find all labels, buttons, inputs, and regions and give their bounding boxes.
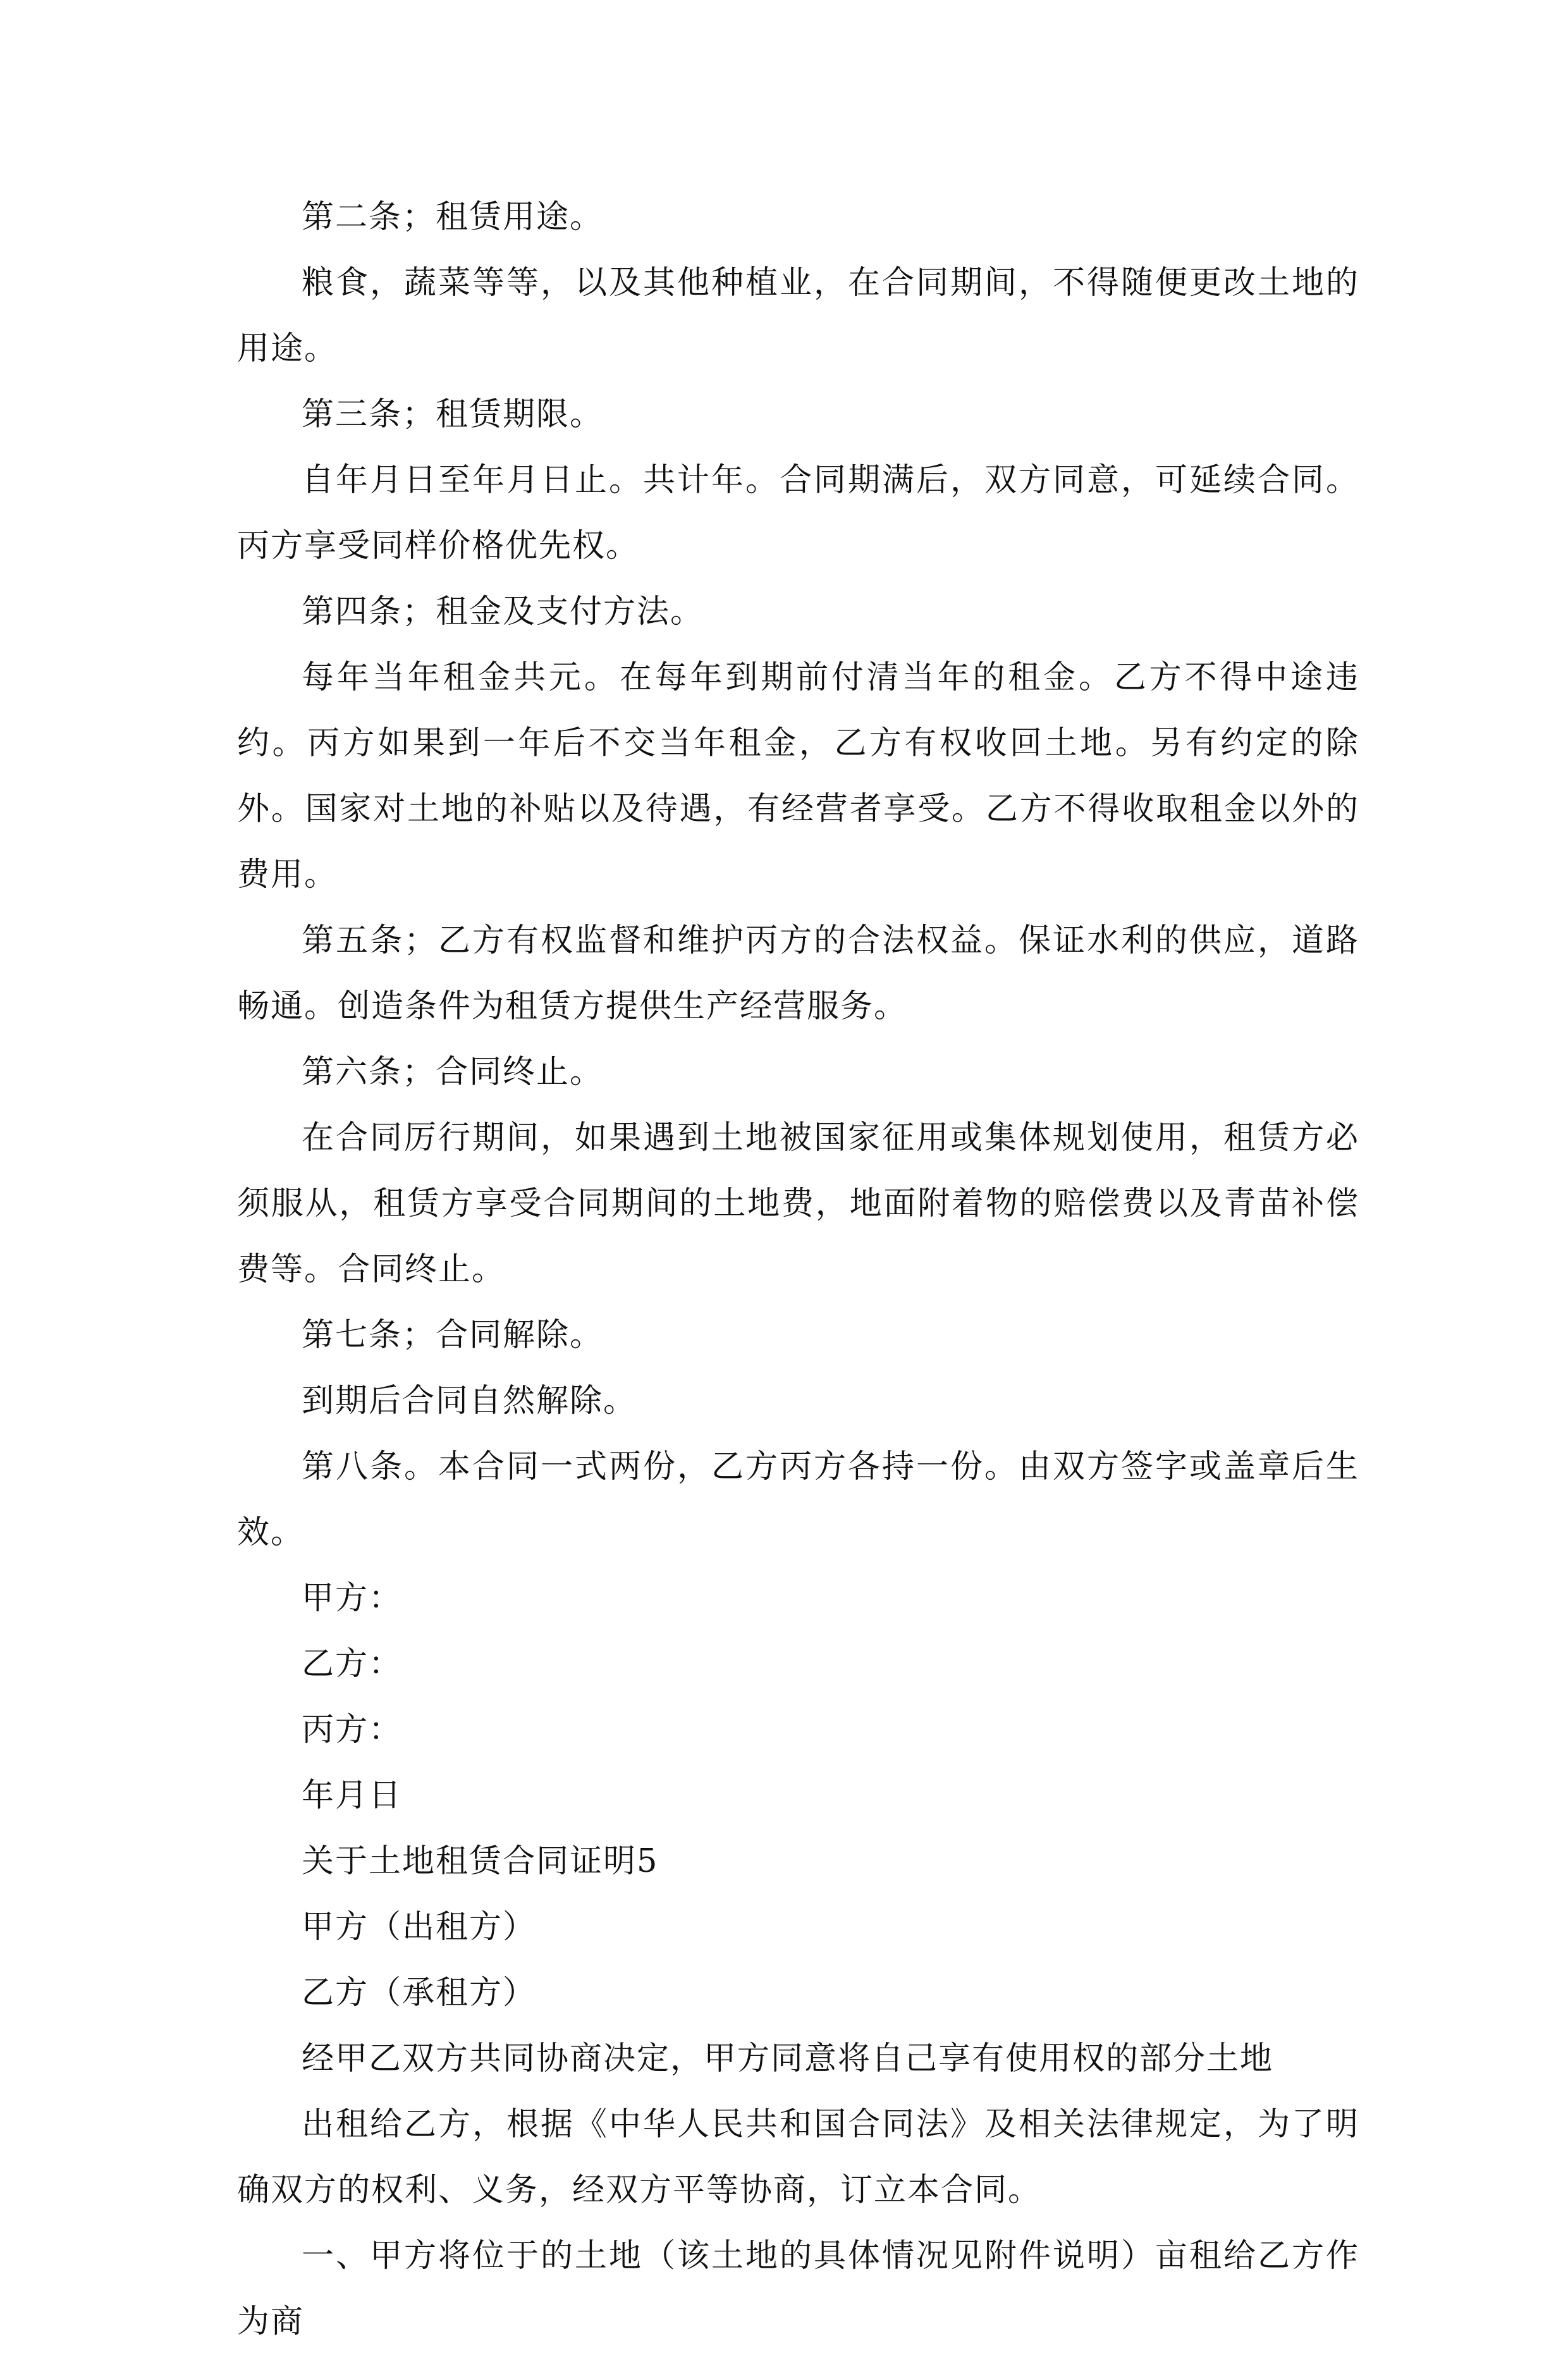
clause-6-text: 在合同厉行期间，如果遇到土地被国家征用或集体规划使用，租赁方必须服从，租赁方享受合同期间的土地费，地面附着物的赔偿费以及青苗补偿费等。合同终止。 bbox=[237, 1119, 1359, 1288]
clause-4-text: 每年当年租金共元。在每年到期前付清当年的租金。乙方不得中途违约。丙方如果到一年后不交当年租金，乙方有权收回土地。另有约定的除外。国家对土地的补贴以及待遇，有经营者享受。乙方不得收取租金以外的费用。 bbox=[237, 659, 1359, 894]
lessor-line: 甲方（出租方） bbox=[302, 1909, 537, 1946]
clause-6-heading: 第六条；合同终止。 bbox=[302, 1054, 604, 1091]
clause-7-text: 到期后合同自然解除。 bbox=[302, 1382, 637, 1420]
article-1-text: 一、甲方将位于的土地（该土地的具体情况见附件说明）亩租给乙方作为商 bbox=[237, 2237, 1359, 2340]
party-b-signature: 乙方： bbox=[302, 1645, 403, 1683]
document-body bbox=[237, 185, 1359, 2355]
clause-2-heading: 第二条；租赁用途。 bbox=[302, 199, 604, 236]
clause-2-text: 粮食，蔬菜等等，以及其他种植业，在合同期间，不得随便更改土地的用途。 bbox=[237, 264, 1359, 367]
clause-7-heading: 第七条；合同解除。 bbox=[302, 1317, 604, 1354]
lessee-line: 乙方（承租方） bbox=[302, 1974, 537, 2012]
section-title: 关于土地租赁合同证明5 bbox=[302, 1843, 659, 1880]
clause-4-heading: 第四条；租金及支付方法。 bbox=[302, 593, 704, 630]
signature-date: 年月日 bbox=[302, 1777, 403, 1814]
agreement-intro: 经甲乙双方共同协商决定，甲方同意将自己享有使用权的部分土地 bbox=[302, 2040, 1274, 2077]
clause-8-text: 第八条。本合同一式两份，乙方丙方各持一份。由双方签字或盖章后生效。 bbox=[237, 1448, 1359, 1551]
clause-3-text: 自年月日至年月日止。共计年。合同期满后，双方同意，可延续合同。丙方享受同样价格优先权。 bbox=[237, 462, 1359, 565]
agreement-basis: 出租给乙方，根据《中华人民共和国合同法》及相关法律规定，为了明确双方的权利、义务，经双方平等协商，订立本合同。 bbox=[237, 2106, 1359, 2209]
clause-5-text: 第五条；乙方有权监督和维护丙方的合法权益。保证水利的供应，道路畅通。创造条件为租赁方提供生产经营服务。 bbox=[237, 922, 1359, 1025]
party-a-signature: 甲方： bbox=[302, 1580, 403, 1617]
clause-3-heading: 第三条；租赁期限。 bbox=[302, 396, 604, 433]
party-c-signature: 丙方： bbox=[302, 1711, 403, 1749]
